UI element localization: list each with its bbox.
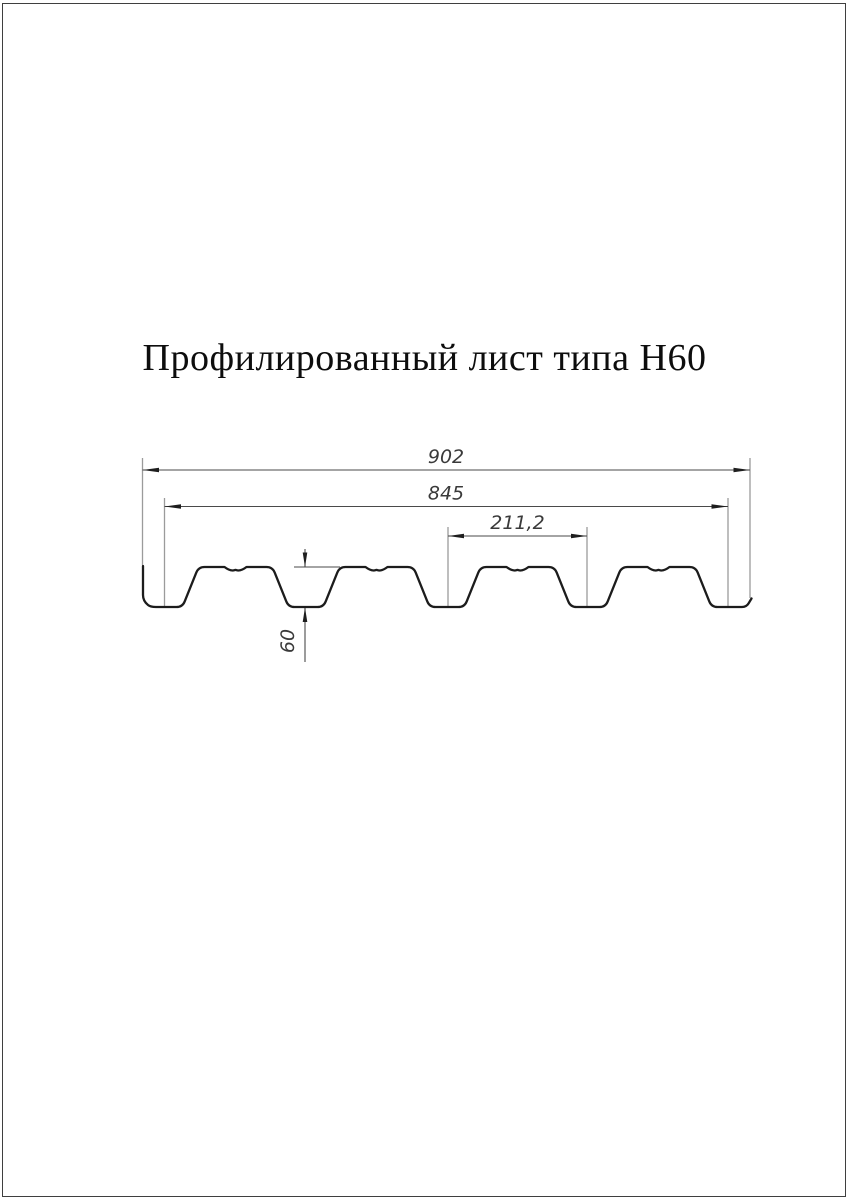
arrow-60-top-icon [303, 553, 308, 568]
arrow-211-right-icon [571, 534, 587, 539]
dimension-label-211: 211,2 [490, 512, 545, 534]
dimension-label-845: 845 [427, 482, 465, 505]
arrow-60-bottom-icon [303, 608, 308, 623]
dimension-label-60: 60 [277, 628, 299, 654]
drawing-title: Профилированный лист типа Н60 [142, 337, 707, 379]
arrow-845-right-icon [712, 504, 729, 509]
arrow-902-left-icon [143, 468, 160, 473]
arrow-845-left-icon [165, 504, 182, 509]
arrow-902-right-icon [734, 468, 751, 473]
profile-outline [143, 566, 752, 607]
dimension-labels [277, 446, 545, 653]
dimension-label-902: 902 [427, 446, 465, 468]
extension-lines [143, 458, 751, 606]
arrow-211-left-icon [448, 534, 464, 539]
